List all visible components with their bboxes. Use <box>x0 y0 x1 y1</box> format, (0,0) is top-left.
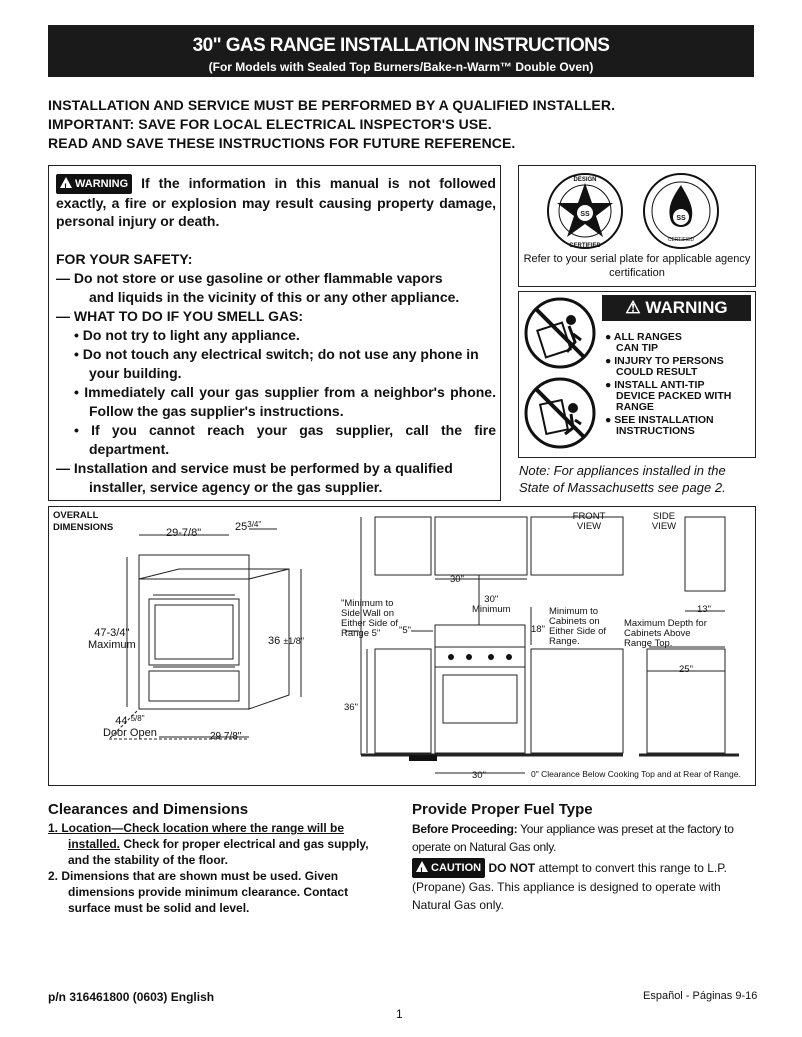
safety-section <box>56 250 496 497</box>
min-side-wall-label: "Minimum to Side Wall on Either Side of Range 5" <box>341 598 399 639</box>
warning-icon: ⚠ <box>625 298 641 317</box>
clearance-line: installed. Check for proper electrical and gas supply, <box>68 837 369 851</box>
fuel-caution-text: ! CAUTION DO NOT attempt to convert this range to L.P. (Propane) Gas. This appliance is designed to operate with Natural Gas only. <box>412 858 757 914</box>
overall-label: OVERALL <box>53 510 99 521</box>
height-max-label: 47-3/4" Maximum <box>88 627 136 651</box>
max-depth-label: Maximum Depth for Cabinets Above Range Top. <box>624 618 707 649</box>
list-item: ● SEE INSTALLATION INSTRUCTIONS <box>605 414 714 437</box>
dimensions-diagram <box>48 506 756 786</box>
star-top-text: DESIGN <box>573 177 597 183</box>
caution-badge: ! CAUTION <box>412 858 485 878</box>
part-number: p/n 316461800 (0603) English <box>48 990 215 1004</box>
title-bar <box>48 25 754 77</box>
range-tip-icon <box>523 296 597 370</box>
width-bottom-label: 29 7/8" <box>210 731 242 742</box>
page-number: 1 <box>396 1007 403 1021</box>
safety-bullet: • Immediately call your gas supplier from a neighbor's phone. Follow the gas supplier's instructions. <box>74 384 496 419</box>
depth-top-label: $25^{3/4"}$ <box>235 520 262 533</box>
warning-icon: ! <box>60 177 72 188</box>
svg-text:SS: SS <box>676 215 686 222</box>
dimensions-label: DIMENSIONS <box>53 522 114 533</box>
anti-tip-warning-box <box>518 291 756 458</box>
page-subtitle: (For Models with Sealed Top Burners/Bake-n-Warm™ Double Oven) <box>208 60 594 74</box>
safety-bullet: • Do not touch any electrical switch; do not use any phone in your building. <box>74 346 479 381</box>
fuel-section <box>412 820 757 914</box>
dim-13: 13" <box>697 604 711 615</box>
fuel-before-text: Before Proceeding: Your appliance was preset at the factory to operate on Natural Gas only. <box>412 822 734 854</box>
safety-line: and liquids in the vicinity of this or any other appliance. <box>89 289 460 305</box>
list-item: ● ALL RANGES CAN TIP <box>605 331 682 354</box>
dim-30-bottom: 30" <box>472 770 486 781</box>
dim-30-min: 30" Minimum <box>472 594 511 615</box>
safety-bullet: • Do not try to light any appliance. <box>74 327 300 343</box>
warning-badge: ! WARNING <box>56 174 132 194</box>
width-top-label: 29-7/8" <box>166 527 202 539</box>
list-item: ● INSTALL ANTI-TIP DEVICE PACKED WITH RANGE <box>605 379 732 413</box>
spanish-pages: Español - Páginas 9-16 <box>643 990 758 1002</box>
safety-line: — Do not store or use gasoline or other flammable vapors <box>56 270 443 286</box>
intro-line: INSTALLATION AND SERVICE MUST BE PERFORMED BY A QUALIFIED INSTALLER. <box>48 97 616 113</box>
clearance-line: surface must be solid and level. <box>68 901 250 915</box>
list-item: ● INJURY TO PERSONS COULD RESULT <box>605 355 724 378</box>
side-view-label: SIDE VIEW <box>651 511 677 532</box>
safety-bullet: • If you cannot reach your gas supplier, call the fire department. <box>74 422 496 457</box>
intro-line: IMPORTANT: SAVE FOR LOCAL ELECTRICAL INSPECTOR'S USE. <box>48 116 492 132</box>
safety-title: FOR YOUR SAFETY: <box>56 251 193 267</box>
dim-18: 18" <box>531 624 545 635</box>
dim-30-top: 30" <box>450 574 464 585</box>
clearance-note: 0" Clearance Below Cooking Top and at Rear of Range. <box>531 769 741 779</box>
tip-warning-header: ⚠ WARNING <box>602 295 751 321</box>
clearance-line: 2. Dimensions that are shown must be used. Given <box>48 869 339 883</box>
tip-warning-list <box>605 332 753 437</box>
door-open-label: 44 $^{5/8"}$ Door Open <box>103 714 157 739</box>
clearances-list <box>48 820 393 916</box>
intro-block <box>48 96 768 153</box>
intro-line: READ AND SAVE THESE INSTRUCTIONS FOR FUTURE REFERENCE. <box>48 135 516 151</box>
flame-certified-icon <box>641 171 721 251</box>
dim-36: 36" <box>344 702 358 713</box>
safety-line: — WHAT TO DO IF YOU SMELL GAS: <box>56 308 304 324</box>
clearance-line: dimensions provide minimum clearance. Contact <box>68 885 349 899</box>
page-title: 30" GAS RANGE INSTALLATION INSTRUCTIONS <box>192 35 610 56</box>
height-label: 36 ±1/8" <box>268 635 304 647</box>
design-certified-star-icon <box>545 171 625 251</box>
min-cabinets-label: Minimum to Cabinets on Either Side of Range. <box>549 606 607 647</box>
safety-line: — Installation and service must be performed by a qualified <box>56 460 453 476</box>
warning-message: If the information in this manual is not followed exactly, a fire or explosion may result causing property damage, personal injury or death. <box>56 175 496 229</box>
clearance-line: and the stability of the floor. <box>68 853 229 867</box>
warning-text <box>56 174 496 230</box>
flame-bottom-text: CERTIFIED <box>667 237 695 243</box>
front-view-label: FRONT VIEW <box>572 511 606 532</box>
warning-box <box>48 165 501 501</box>
star-bottom-text: CERTIFIED <box>569 243 601 249</box>
clearances-title: Clearances and Dimensions <box>48 801 249 818</box>
dim-5: "5" <box>399 625 412 636</box>
massachusetts-note: Note: For appliances installed in the State of Massachusetts see page 2. <box>519 463 726 495</box>
svg-text:SS: SS <box>580 211 590 218</box>
fuel-title: Provide Proper Fuel Type <box>412 801 593 818</box>
clearance-line: 1. Location—Check location where the range will be <box>48 821 345 835</box>
child-on-door-icon <box>523 376 597 450</box>
caution-icon: ! <box>416 861 428 872</box>
dim-25: 25" <box>679 664 693 675</box>
certification-caption: Refer to your serial plate for applicable agency certification <box>523 253 751 279</box>
certification-box <box>518 165 756 287</box>
safety-line: installer, service agency or the gas supplier. <box>89 479 383 495</box>
